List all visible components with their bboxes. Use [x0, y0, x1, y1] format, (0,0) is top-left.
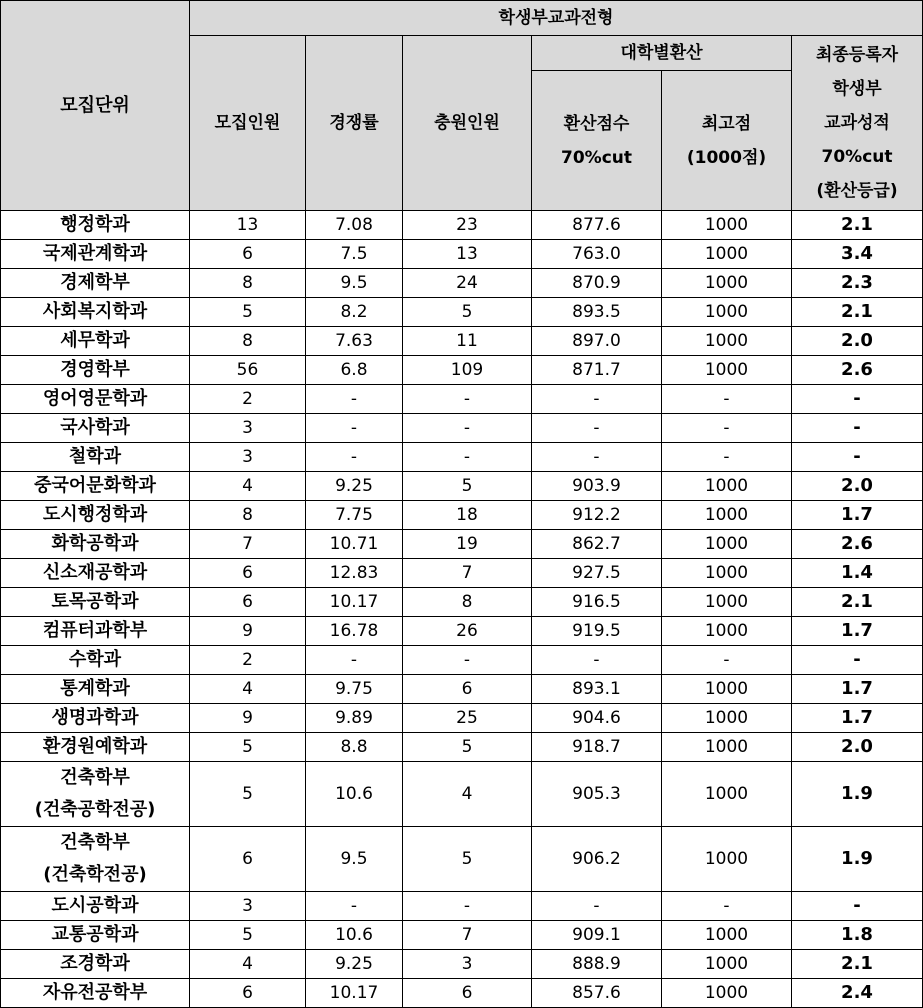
competition-cell: 9.5 — [306, 827, 403, 892]
unit-column-header: 모집단위 — [1, 1, 190, 211]
grade-cell: 1.8 — [792, 921, 923, 950]
table-row — [1, 979, 923, 1008]
unit-name-line: 도시공학과 — [51, 895, 139, 916]
table-row — [1, 733, 923, 762]
additional-cell: - — [403, 646, 532, 675]
max-score-cell: 1000 — [662, 675, 792, 704]
grade-cell: 2.1 — [792, 298, 923, 327]
converted-score-cell: 909.1 — [532, 921, 662, 950]
unit-name-line: 사회복지학과 — [42, 301, 148, 322]
max-score-cell: 1000 — [662, 617, 792, 646]
unit-name-line: 신소재공학과 — [42, 562, 148, 583]
max-score-cell: 1000 — [662, 979, 792, 1008]
final-grade-column-header: 최종등록자 학생부 교과성적 70%cut (환산등급) — [792, 36, 923, 211]
converted-score-cell: 912.2 — [532, 501, 662, 530]
unit-cell — [1, 385, 190, 414]
additional-cell: 5 — [403, 298, 532, 327]
unit-name-line: 수학과 — [68, 649, 122, 670]
recruit-cell: 56 — [190, 356, 306, 385]
recruit-cell: 3 — [190, 443, 306, 472]
competition-cell: 8.8 — [306, 733, 403, 762]
table-row — [1, 646, 923, 675]
unit-name-line: 생명과학과 — [51, 707, 139, 728]
table-row — [1, 269, 923, 298]
unit-name-line: 경영학부 — [60, 359, 130, 380]
additional-cell: 26 — [403, 617, 532, 646]
table-row — [1, 704, 923, 733]
unit-name-line: 철학과 — [68, 446, 122, 467]
additional-cell: - — [403, 443, 532, 472]
unit-cell — [1, 414, 190, 443]
recruit-column-header: 모집인원 — [190, 36, 306, 211]
unit-name-line: 경제학부 — [60, 272, 130, 293]
competition-cell: 10.17 — [306, 979, 403, 1008]
unit-name-line: (건축공학전공) — [34, 799, 156, 820]
additional-cell: - — [403, 892, 532, 921]
grade-cell: 1.9 — [792, 762, 923, 827]
competition-cell: 7.63 — [306, 327, 403, 356]
converted-score-cell: 918.7 — [532, 733, 662, 762]
table-row — [1, 443, 923, 472]
conversion-group-header: 대학별환산 — [532, 36, 792, 71]
competition-cell: 12.83 — [306, 559, 403, 588]
converted-score-cell: 893.1 — [532, 675, 662, 704]
recruit-cell: 3 — [190, 892, 306, 921]
table-row — [1, 472, 923, 501]
unit-name-line: 조경학과 — [60, 953, 130, 974]
competition-cell: 7.08 — [306, 211, 403, 240]
recruit-cell: 6 — [190, 979, 306, 1008]
grade-cell: - — [792, 385, 923, 414]
unit-cell — [1, 559, 190, 588]
unit-name-line: 화학공학과 — [51, 533, 139, 554]
competition-cell: 9.75 — [306, 675, 403, 704]
recruit-cell: 5 — [190, 733, 306, 762]
additional-cell: 18 — [403, 501, 532, 530]
table-row — [1, 921, 923, 950]
recruit-cell: 5 — [190, 298, 306, 327]
unit-cell — [1, 211, 190, 240]
recruit-cell: 2 — [190, 646, 306, 675]
table-row — [1, 827, 923, 892]
unit-cell — [1, 240, 190, 269]
grade-cell: 2.6 — [792, 356, 923, 385]
competition-cell: - — [306, 646, 403, 675]
additional-cell: 109 — [403, 356, 532, 385]
grade-cell: 1.9 — [792, 827, 923, 892]
max-score-cell: 1000 — [662, 211, 792, 240]
unit-cell — [1, 675, 190, 704]
max-score-column-header: 최고점 (1000점) — [662, 71, 792, 211]
table-row — [1, 530, 923, 559]
additional-cell: 24 — [403, 269, 532, 298]
grade-cell: 2.1 — [792, 950, 923, 979]
competition-column-header: 경쟁률 — [306, 36, 403, 211]
grade-cell: 3.4 — [792, 240, 923, 269]
recruit-cell: 6 — [190, 240, 306, 269]
max-score-cell: 1000 — [662, 530, 792, 559]
unit-cell — [1, 269, 190, 298]
unit-name-line: 컴퓨터과학부 — [42, 620, 148, 641]
recruit-cell: 8 — [190, 269, 306, 298]
recruit-cell: 7 — [190, 530, 306, 559]
recruit-cell: 3 — [190, 414, 306, 443]
converted-score-cell: 871.7 — [532, 356, 662, 385]
unit-name-line: 건축학부 — [60, 767, 130, 788]
grade-cell: 2.0 — [792, 733, 923, 762]
converted-score-cell: 862.7 — [532, 530, 662, 559]
unit-cell — [1, 646, 190, 675]
unit-name-line: 교통공학과 — [51, 924, 139, 945]
recruit-cell: 4 — [190, 675, 306, 704]
max-score-cell: 1000 — [662, 298, 792, 327]
recruit-cell: 5 — [190, 921, 306, 950]
converted-score-cell: 870.9 — [532, 269, 662, 298]
unit-cell — [1, 921, 190, 950]
additional-cell: - — [403, 385, 532, 414]
additional-cell: 3 — [403, 950, 532, 979]
converted-score-cell: 927.5 — [532, 559, 662, 588]
converted-score-cell: 877.6 — [532, 211, 662, 240]
unit-name-line: 국사학과 — [60, 417, 130, 438]
unit-name-line: 중국어문화학과 — [34, 475, 156, 496]
converted-score-cell: 919.5 — [532, 617, 662, 646]
unit-cell — [1, 704, 190, 733]
grade-cell: 2.0 — [792, 327, 923, 356]
max-score-cell: 1000 — [662, 269, 792, 298]
unit-cell — [1, 733, 190, 762]
unit-cell — [1, 892, 190, 921]
competition-cell: 9.25 — [306, 950, 403, 979]
converted-score-cell: 903.9 — [532, 472, 662, 501]
max-score-cell: - — [662, 443, 792, 472]
grade-cell: 2.1 — [792, 211, 923, 240]
table-row — [1, 327, 923, 356]
converted-score-cell: - — [532, 414, 662, 443]
max-score-cell: - — [662, 646, 792, 675]
recruit-cell: 6 — [190, 588, 306, 617]
grade-cell: - — [792, 443, 923, 472]
table-row — [1, 414, 923, 443]
competition-cell: - — [306, 443, 403, 472]
additional-cell: 11 — [403, 327, 532, 356]
table-row — [1, 950, 923, 979]
max-score-cell: 1000 — [662, 950, 792, 979]
grade-cell: 1.7 — [792, 704, 923, 733]
max-score-cell: 1000 — [662, 588, 792, 617]
converted-score-cell: - — [532, 646, 662, 675]
grade-cell: 1.7 — [792, 617, 923, 646]
competition-cell: 6.8 — [306, 356, 403, 385]
additional-cell: 19 — [403, 530, 532, 559]
competition-cell: 9.5 — [306, 269, 403, 298]
additional-cell: 6 — [403, 979, 532, 1008]
table-row — [1, 559, 923, 588]
additional-cell: 23 — [403, 211, 532, 240]
grade-cell: 2.1 — [792, 588, 923, 617]
converted-score-cell: - — [532, 443, 662, 472]
grade-cell: 1.7 — [792, 675, 923, 704]
max-score-cell: 1000 — [662, 327, 792, 356]
max-score-cell: 1000 — [662, 559, 792, 588]
additional-cell: 25 — [403, 704, 532, 733]
grade-cell: - — [792, 892, 923, 921]
converted-score-cell: 906.2 — [532, 827, 662, 892]
unit-cell — [1, 327, 190, 356]
unit-cell — [1, 827, 190, 892]
table-header — [1, 1, 923, 211]
converted-score-cell: 916.5 — [532, 588, 662, 617]
converted-score-cell: - — [532, 892, 662, 921]
additional-column-header: 충원인원 — [403, 36, 532, 211]
grade-cell: - — [792, 414, 923, 443]
competition-cell: 10.17 — [306, 588, 403, 617]
additional-cell: 7 — [403, 559, 532, 588]
converted-score-cell: 904.6 — [532, 704, 662, 733]
converted-score-cell: 888.9 — [532, 950, 662, 979]
grade-cell: 2.0 — [792, 472, 923, 501]
recruit-cell: 13 — [190, 211, 306, 240]
converted-score-cell: 763.0 — [532, 240, 662, 269]
converted-score-column-header: 환산점수 70%cut — [532, 71, 662, 211]
grade-cell: - — [792, 646, 923, 675]
recruit-cell: 6 — [190, 559, 306, 588]
unit-cell — [1, 617, 190, 646]
competition-cell: - — [306, 892, 403, 921]
grade-cell: 2.6 — [792, 530, 923, 559]
unit-cell — [1, 501, 190, 530]
recruit-cell: 4 — [190, 950, 306, 979]
table-row — [1, 588, 923, 617]
max-score-cell: 1000 — [662, 501, 792, 530]
competition-cell: 10.6 — [306, 762, 403, 827]
competition-cell: - — [306, 414, 403, 443]
unit-cell — [1, 443, 190, 472]
table-row — [1, 356, 923, 385]
additional-cell: 7 — [403, 921, 532, 950]
unit-name-line: 통계학과 — [60, 678, 130, 699]
unit-name-line: 세무학과 — [60, 330, 130, 351]
competition-cell: 7.75 — [306, 501, 403, 530]
additional-cell: 5 — [403, 472, 532, 501]
unit-cell — [1, 530, 190, 559]
recruit-cell: 2 — [190, 385, 306, 414]
recruit-cell: 9 — [190, 704, 306, 733]
unit-cell — [1, 762, 190, 827]
max-score-cell: - — [662, 414, 792, 443]
additional-cell: 13 — [403, 240, 532, 269]
table-body — [1, 211, 923, 1008]
table-row — [1, 892, 923, 921]
converted-score-cell: 905.3 — [532, 762, 662, 827]
unit-cell — [1, 298, 190, 327]
max-score-cell: 1000 — [662, 733, 792, 762]
max-score-cell: 1000 — [662, 704, 792, 733]
additional-cell: 6 — [403, 675, 532, 704]
additional-cell: - — [403, 414, 532, 443]
unit-name-line: 토목공학과 — [51, 591, 139, 612]
recruit-cell: 8 — [190, 501, 306, 530]
grade-cell: 1.4 — [792, 559, 923, 588]
unit-name-line: 영어영문학과 — [42, 388, 148, 409]
recruit-cell: 5 — [190, 762, 306, 827]
max-score-cell: - — [662, 385, 792, 414]
table-row — [1, 211, 923, 240]
max-score-cell: 1000 — [662, 472, 792, 501]
max-score-cell: 1000 — [662, 762, 792, 827]
converted-score-cell: 857.6 — [532, 979, 662, 1008]
recruit-cell: 6 — [190, 827, 306, 892]
table-row — [1, 240, 923, 269]
max-score-cell: 1000 — [662, 356, 792, 385]
max-score-cell: 1000 — [662, 921, 792, 950]
grade-cell: 2.4 — [792, 979, 923, 1008]
unit-name-line: 자유전공학부 — [42, 982, 148, 1003]
competition-cell: 8.2 — [306, 298, 403, 327]
unit-cell — [1, 979, 190, 1008]
unit-cell — [1, 950, 190, 979]
track-header: 학생부교과전형 — [190, 1, 923, 36]
unit-name-line: 국제관계학과 — [42, 243, 148, 264]
max-score-cell: 1000 — [662, 240, 792, 269]
unit-cell — [1, 356, 190, 385]
unit-name-line: 도시행정학과 — [42, 504, 148, 525]
competition-cell: 7.5 — [306, 240, 403, 269]
unit-cell — [1, 472, 190, 501]
table-row — [1, 762, 923, 827]
competition-cell: 16.78 — [306, 617, 403, 646]
table-row — [1, 501, 923, 530]
grade-cell: 2.3 — [792, 269, 923, 298]
table-row — [1, 298, 923, 327]
competition-cell: 9.89 — [306, 704, 403, 733]
recruit-cell: 8 — [190, 327, 306, 356]
max-score-cell: 1000 — [662, 827, 792, 892]
max-score-cell: - — [662, 892, 792, 921]
competition-cell: - — [306, 385, 403, 414]
grade-cell: 1.7 — [792, 501, 923, 530]
recruit-cell: 9 — [190, 617, 306, 646]
additional-cell: 5 — [403, 827, 532, 892]
converted-score-cell: 897.0 — [532, 327, 662, 356]
additional-cell: 5 — [403, 733, 532, 762]
unit-cell — [1, 588, 190, 617]
unit-name-line: (건축학전공) — [43, 864, 147, 885]
converted-score-cell: 893.5 — [532, 298, 662, 327]
unit-name-line: 환경원예학과 — [42, 736, 148, 757]
table-row — [1, 385, 923, 414]
recruit-cell: 4 — [190, 472, 306, 501]
table-row — [1, 617, 923, 646]
converted-score-cell: - — [532, 385, 662, 414]
unit-name-line: 행정학과 — [60, 214, 130, 235]
table-row — [1, 675, 923, 704]
additional-cell: 8 — [403, 588, 532, 617]
additional-cell: 4 — [403, 762, 532, 827]
competition-cell: 10.71 — [306, 530, 403, 559]
unit-name-line: 건축학부 — [60, 832, 130, 853]
competition-cell: 10.6 — [306, 921, 403, 950]
competition-cell: 9.25 — [306, 472, 403, 501]
